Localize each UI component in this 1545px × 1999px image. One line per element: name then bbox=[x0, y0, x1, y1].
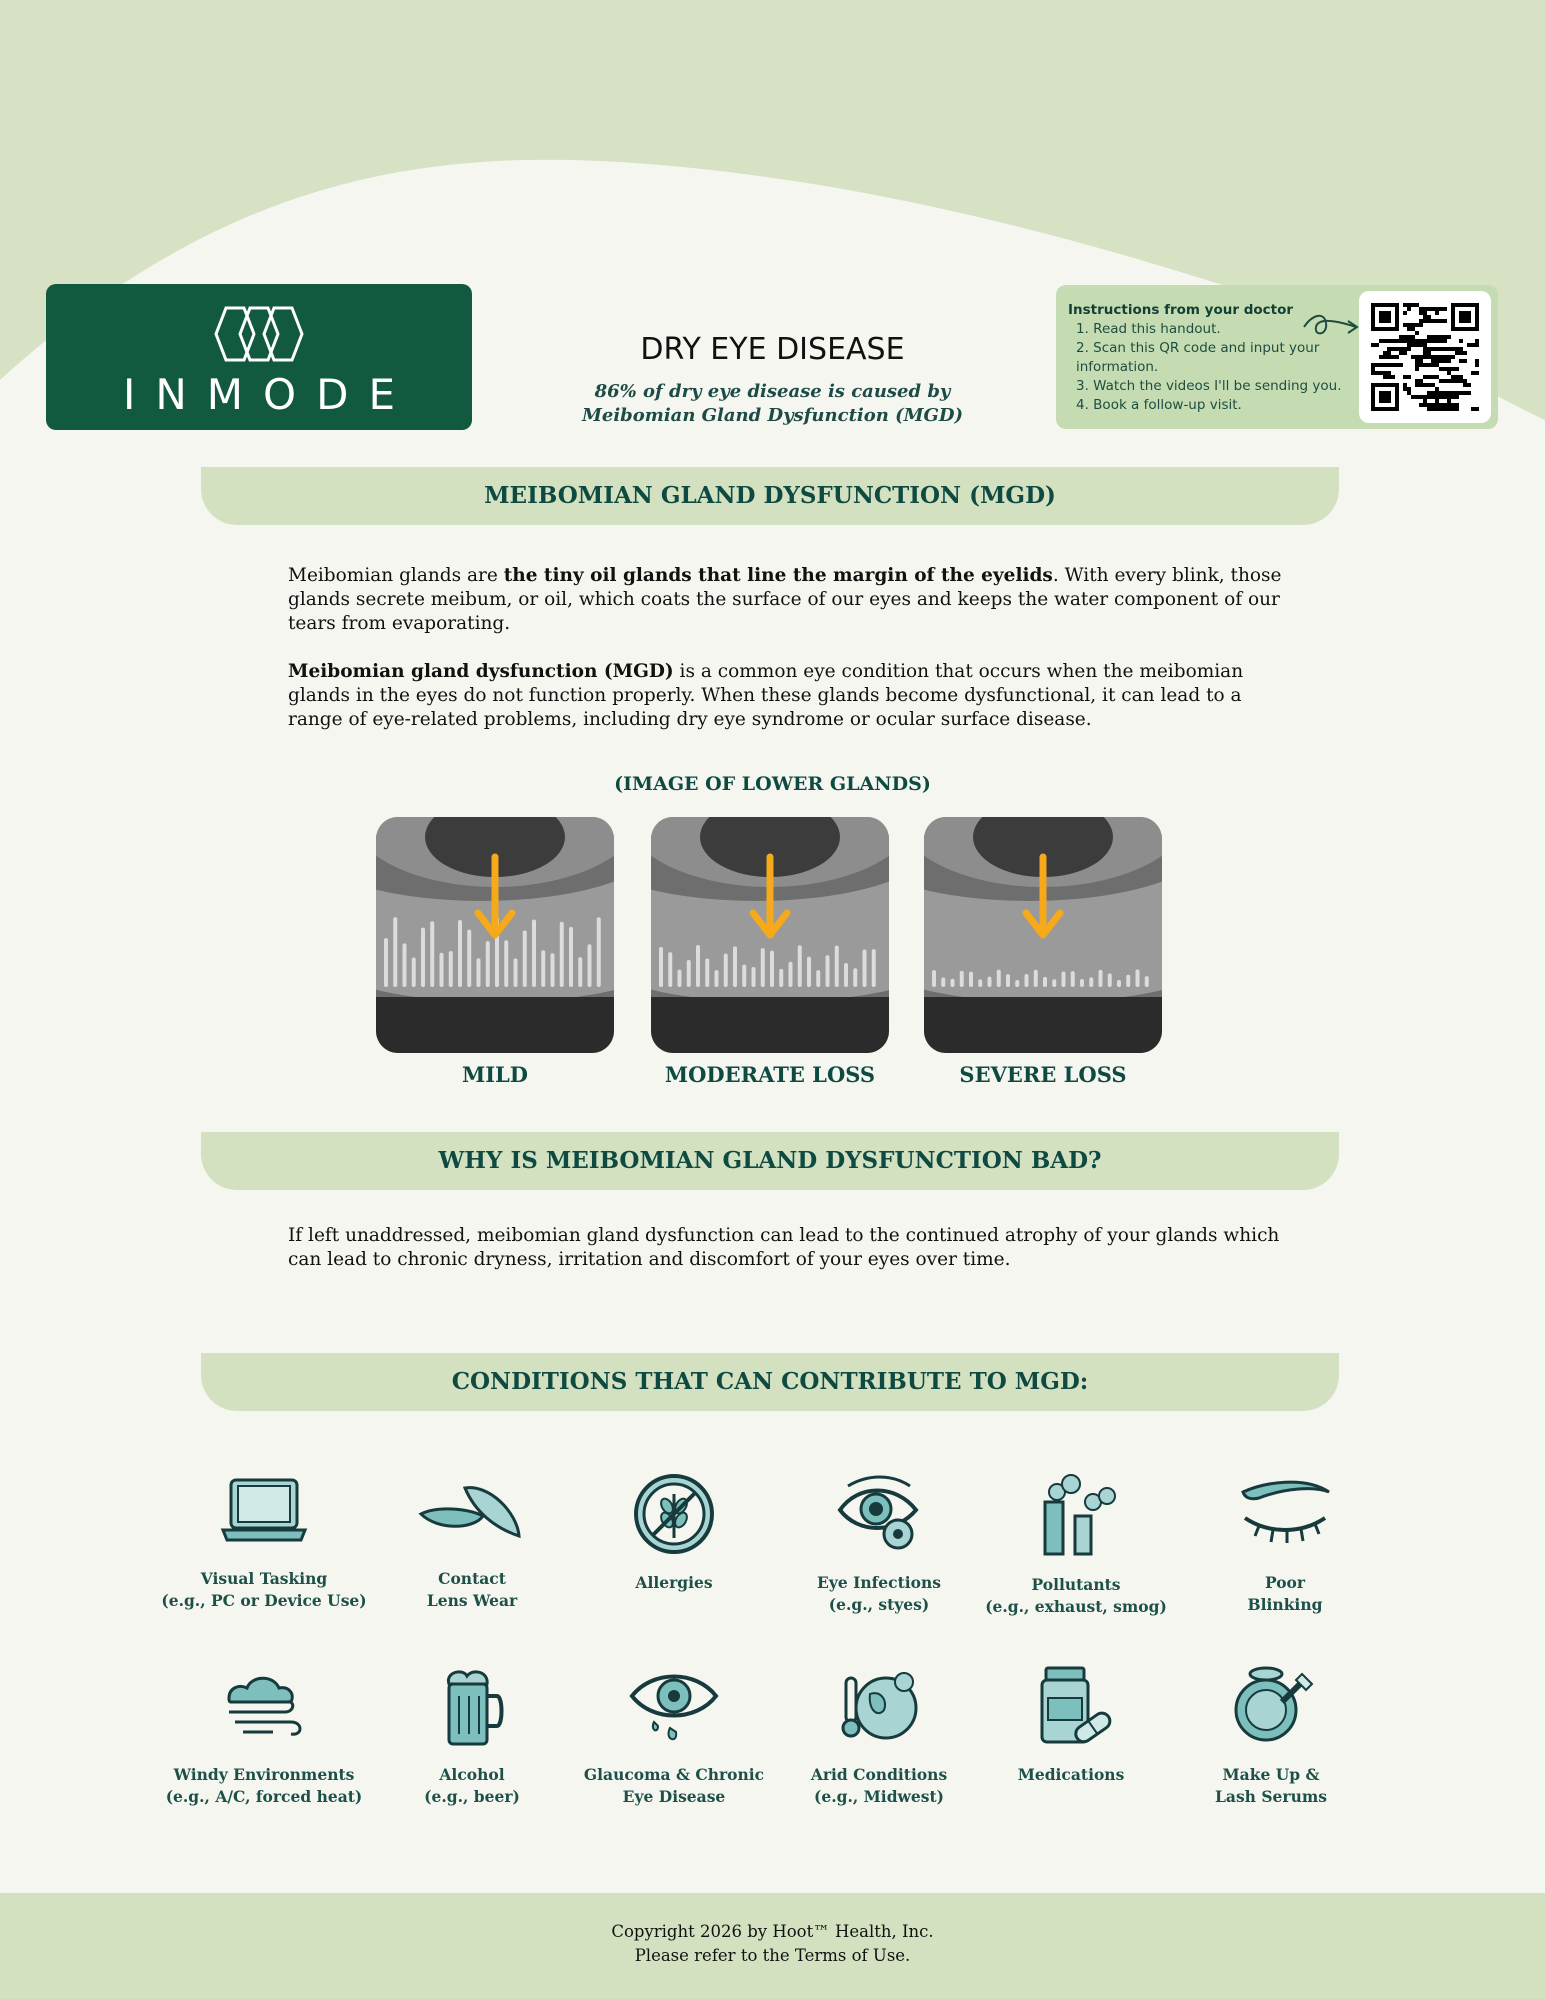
p2-bold: Meibomian gland dysfunction (MGD) bbox=[288, 661, 674, 682]
wind-cloud-icon bbox=[219, 1664, 309, 1748]
gland-image-mild bbox=[376, 817, 614, 1053]
condition-windy bbox=[144, 1664, 384, 1808]
condition-visual-tasking bbox=[144, 1472, 384, 1612]
teary-eye-icon bbox=[624, 1664, 724, 1748]
gland-image-icon bbox=[924, 817, 1162, 1053]
gland-label-severe: SEVERE LOSS bbox=[959, 1062, 1127, 1087]
condition-label: Eye Infections bbox=[817, 1573, 941, 1592]
instruction-step: 4. Book a follow-up visit. bbox=[1076, 397, 1242, 413]
qr-code-icon bbox=[1371, 303, 1479, 411]
condition-pollutants bbox=[956, 1472, 1196, 1618]
condition-label: Visual Tasking bbox=[200, 1569, 328, 1588]
condition-label: Windy Environments bbox=[173, 1765, 355, 1784]
gland-label-mild: MILD bbox=[461, 1062, 529, 1087]
condition-sublabel: Eye Disease bbox=[622, 1787, 726, 1806]
curly-arrow-icon bbox=[1302, 305, 1362, 355]
subtitle-line-2: Meibomian Gland Dysfunction (MGD) bbox=[581, 405, 964, 426]
condition-poor-blinking bbox=[1165, 1472, 1405, 1616]
section-heading-mgd: MEIBOMIAN GLAND DYSFUNCTION (MGD) bbox=[201, 467, 1339, 525]
gland-image-severe bbox=[924, 817, 1162, 1053]
section-heading-why-bad: WHY IS MEIBOMIAN GLAND DYSFUNCTION BAD? bbox=[201, 1132, 1339, 1190]
instructions-title: Instructions from your doctor bbox=[1068, 302, 1294, 318]
mgd-paragraph-2 bbox=[288, 660, 1288, 732]
condition-label: Medications bbox=[1017, 1765, 1125, 1784]
contact-lens-icon bbox=[417, 1472, 527, 1552]
condition-label: Allergies bbox=[635, 1573, 713, 1592]
p1-text-rest: . With every blink, those glands secrete meibum, or oil, which coats the surface of our eyes and keeps the water component of our tears from evaporating. bbox=[288, 565, 1282, 634]
beer-mug-icon bbox=[427, 1664, 517, 1748]
makeup-compact-icon bbox=[1226, 1664, 1316, 1748]
instruction-step: 2. Scan this QR code and input your information. bbox=[1076, 340, 1320, 375]
condition-glaucoma bbox=[554, 1664, 794, 1808]
copyright-text: Copyright 2026 by Hoot™ Health, Inc. bbox=[611, 1922, 934, 1941]
condition-label: Make Up & bbox=[1222, 1765, 1320, 1784]
condition-sublabel: (e.g., beer) bbox=[424, 1787, 520, 1806]
gland-image-icon bbox=[376, 817, 614, 1053]
condition-label: Pollutants bbox=[1031, 1575, 1121, 1594]
condition-sublabel: (e.g., styes) bbox=[828, 1595, 930, 1614]
gland-image-moderate bbox=[651, 817, 889, 1053]
logo-wordmark: INMODE bbox=[123, 370, 415, 419]
condition-label: Alcohol bbox=[439, 1765, 505, 1784]
page-title: DRY EYE DISEASE bbox=[640, 332, 905, 367]
closed-eye-icon bbox=[1235, 1472, 1335, 1556]
laptop-icon bbox=[219, 1472, 309, 1552]
condition-label: Arid Conditions bbox=[810, 1765, 948, 1784]
condition-sublabel: Lash Serums bbox=[1215, 1787, 1327, 1806]
condition-sublabel: Blinking bbox=[1247, 1595, 1323, 1614]
page-subtitle bbox=[540, 380, 1005, 428]
p2-text: is a common eye condition that occurs when the meibomian glands in the eyes do not function properly. When these glands become dysfunctional, it can lead to a range of eye-related problems, including dry eye syndrome or ocular surface disease. bbox=[288, 661, 1244, 730]
p1-bold: the tiny oil glands that line the margin of the eyelids bbox=[503, 565, 1053, 586]
hot-globe-icon bbox=[834, 1664, 924, 1748]
terms-link[interactable]: Please refer to the Terms of Use. bbox=[634, 1946, 911, 1965]
instruction-step: 1. Read this handout. bbox=[1076, 321, 1221, 337]
condition-label: Poor bbox=[1264, 1573, 1306, 1592]
why-bad-paragraph: If left unaddressed, meibomian gland dysfunction can lead to the continued atrophy of your glands which can lead to chronic dryness, irritation and discomfort of your eyes over time. bbox=[288, 1225, 1280, 1270]
p1-text: Meibomian glands are bbox=[288, 565, 504, 586]
no-wheat-icon bbox=[632, 1472, 716, 1556]
instruction-step: 3. Watch the videos I'll be sending you. bbox=[1076, 378, 1342, 394]
mgd-paragraph-1 bbox=[288, 564, 1288, 636]
condition-sublabel: (e.g., PC or Device Use) bbox=[161, 1591, 367, 1610]
condition-sublabel: Lens Wear bbox=[426, 1591, 518, 1610]
section-heading-conditions: CONDITIONS THAT CAN CONTRIBUTE TO MGD: bbox=[201, 1353, 1339, 1411]
instructions-card bbox=[1056, 285, 1498, 429]
condition-sublabel: (e.g., A/C, forced heat) bbox=[165, 1787, 363, 1806]
subtitle-line-1: 86% of dry eye disease is caused by bbox=[594, 381, 951, 402]
gland-image-icon bbox=[651, 817, 889, 1053]
medication-icon bbox=[1026, 1664, 1116, 1748]
condition-label: Glaucoma & Chronic bbox=[583, 1765, 765, 1784]
condition-makeup bbox=[1151, 1664, 1391, 1808]
factory-smoke-icon bbox=[1031, 1472, 1121, 1558]
inmode-logo bbox=[46, 284, 472, 430]
footer bbox=[0, 1893, 1545, 1999]
gland-label-moderate: MODERATE LOSS bbox=[664, 1062, 876, 1087]
images-caption: (IMAGE OF LOWER GLANDS) bbox=[614, 773, 931, 795]
condition-allergies bbox=[554, 1472, 794, 1594]
eye-virus-icon bbox=[834, 1472, 924, 1556]
condition-label: Contact bbox=[438, 1569, 506, 1588]
condition-sublabel: (e.g., exhaust, smog) bbox=[985, 1597, 1167, 1616]
hexagon-logo-icon bbox=[204, 302, 314, 366]
condition-sublabel: (e.g., Midwest) bbox=[814, 1787, 944, 1806]
qr-code[interactable] bbox=[1359, 291, 1491, 423]
